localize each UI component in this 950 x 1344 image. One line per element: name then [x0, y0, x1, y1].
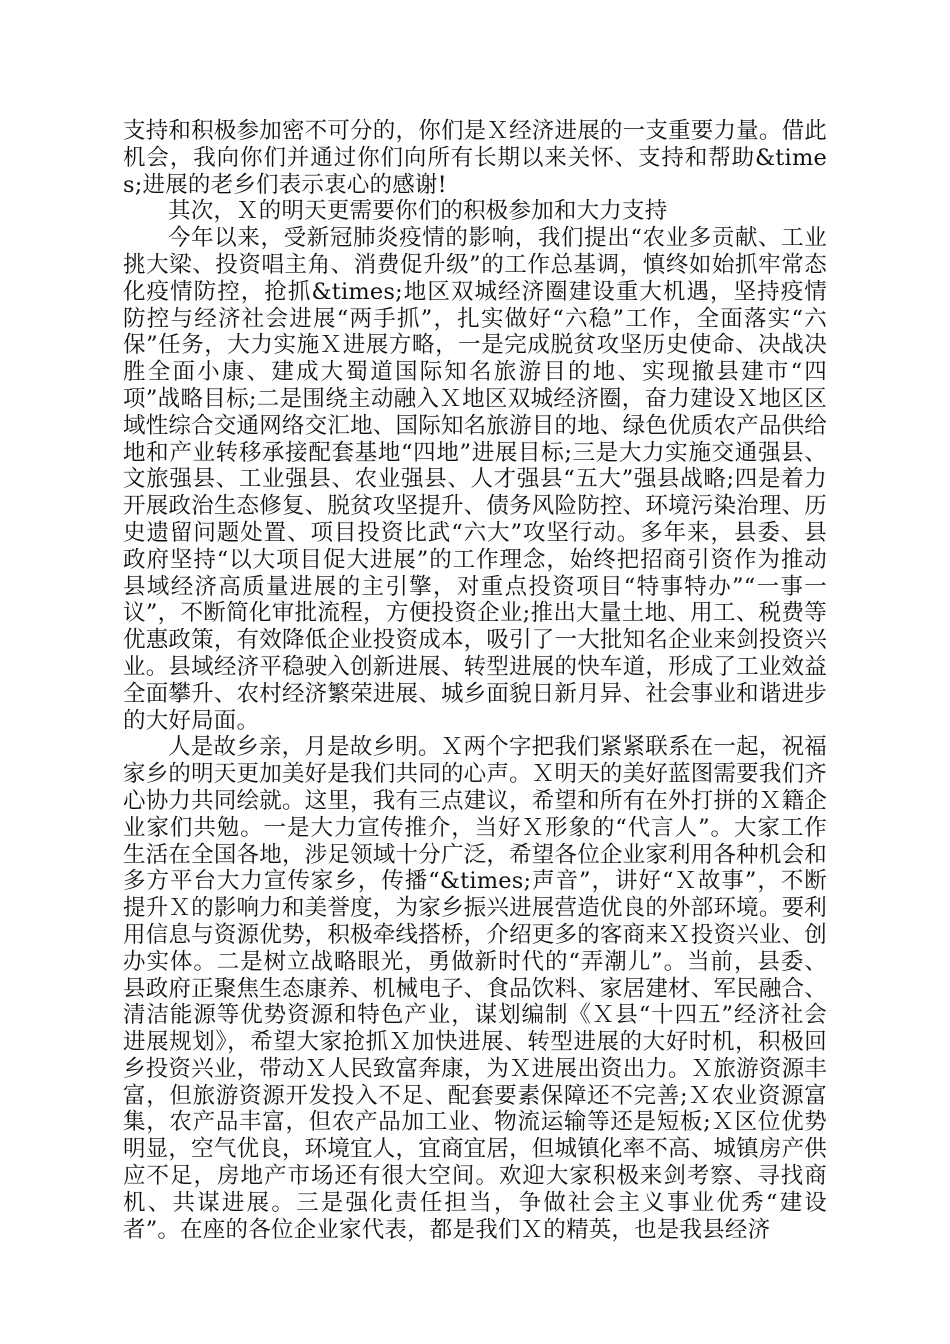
paragraph-1: 支持和积极参加密不可分的，你们是Ｘ经济进展的一支重要力量。借此机会，我向你们并通过你们向所有长期以来关怀、支持和帮助&times;进展的老乡们表示衷心的感谢!	[123, 118, 827, 198]
document-body	[123, 118, 827, 1243]
paragraph-2: 其次，Ｘ的明天更需要你们的积极参加和大力支持	[168, 198, 668, 225]
paragraph-4: 人是故乡亲，月是故乡明。Ｘ两个字把我们紧紧联系在一起，祝福家乡的明天更加美好是我们共同的心声。Ｘ明天的美好蓝图需要我们齐心协力共同绘就。这里，我有三点建议，希望和所有在外打拼的Ｘ籍企业家们共勉。一是大力宣传推介，当好Ｘ形象的“代言人”。大家工作生活在全国各地，涉足领域十分广泛，希望各位企业家利用各种机会和多方平台大力宣传家乡，传播“&times;声音”，讲好“Ｘ故事”，不断提升Ｘ的影响力和美誉度，为家乡振兴进展营造优良的外部环境。要利用信息与资源优势，积极牵线搭桥，介绍更多的客商来Ｘ投资兴业、创办实体。二是树立战略眼光，勇做新时代的“弄潮儿”。当前，县委、县政府正聚焦生态康养、机械电子、食品饮料、家居建材、军民融合、清洁能源等优势资源和特色产业，谋划编制《Ｘ县“十四五”经济社会进展规划》，希望大家抢抓Ｘ加快进展、转型进展的大好时机，积极回乡投资兴业，带动Ｘ人民致富奔康，为Ｘ进展出资出力。Ｘ旅游资源丰富，但旅游资源开发投入不足、配套要素保障还不完善;Ｘ农业资源富集，农产品丰富，但农产品加工业、物流运输等还是短板;Ｘ区位优势明显，空气优良，环境宜人，宜商宜居，但城镇化率不高、城镇房产供应不足，房地产市场还有很大空间。欢迎大家积极来剑考察、寻找商机、共谋进展。三是强化责任担当，争做社会主义事业优秀“建设者”。在座的各位企业家代表，都是我们Ｘ的精英，也是我县经济	[123, 734, 827, 1243]
paragraph-3: 今年以来，受新冠肺炎疫情的影响，我们提出“农业多贡献、工业挑大梁、投资唱主角、消费促升级”的工作总基调，慎终如始抓牢常态化疫情防控，抢抓&times;地区双城经济圈建设重大机遇，坚持疫情防控与经济社会进展“两手抓”，扎实做好“六稳”工作，全面落实“六保”任务，大力实施Ｘ进展方略，一是完成脱贫攻坚历史使命、决战决胜全面小康、建成大蜀道国际知名旅游目的地、实现撤县建市“四项”战略目标;二是围绕主动融入Ｘ地区双城经济圈，奋力建设Ｘ地区区域性综合交通网络交汇地、国际知名旅游目的地、绿色优质农产品供给地和产业转移承接配套基地“四地”进展目标;三是大力实施交通强县、文旅强县、工业强县、农业强县、人才强县“五大”强县战略;四是着力开展政治生态修复、脱贫攻坚提升、债务风险防控、环境污染治理、历史遗留问题处置、项目投资比武“六大”攻坚行动。多年来，县委、县政府坚持“以大项目促大进展”的工作理念，始终把招商引资作为推动县域经济高质量进展的主引擎，对重点投资项目“特事特办”“一事一议”，不断简化审批流程，方便投资企业;推出大量土地、用工、税费等优惠政策，有效降低企业投资成本，吸引了一大批知名企业来剑投资兴业。县域经济平稳驶入创新进展、转型进展的快车道，形成了工业效益全面攀升、农村经济繁荣进展、城乡面貌日新月异、社会事业和谐进步的大好局面。	[123, 225, 827, 734]
